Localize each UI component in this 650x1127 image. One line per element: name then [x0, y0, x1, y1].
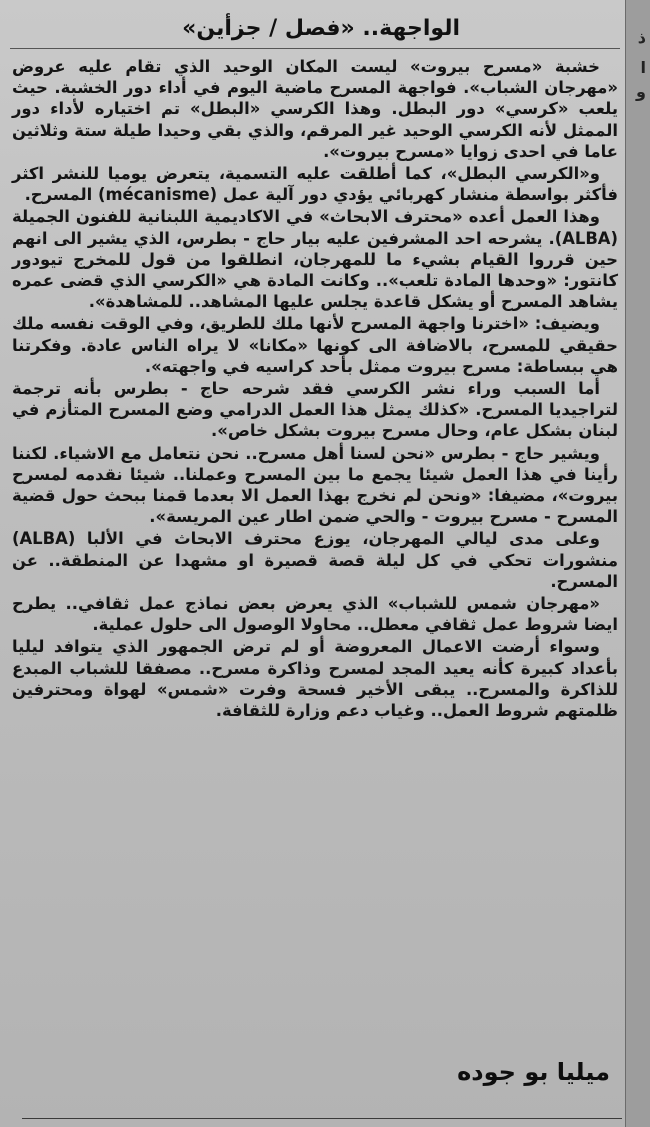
bottom-divider [22, 1118, 622, 1119]
neighbor-column-edge [625, 0, 650, 1127]
neighbor-fragment: و [636, 82, 646, 101]
article-body [12, 56, 618, 722]
article-paragraph: أما السبب وراء نشر الكرسي فقد شرحه حاج - بطرس بأنه ترجمة لتراجيديا المسرح. «كذلك يمثل هذا العمل الدرامي وضع المسرح المتأزم في لبنان بشكل عام، وحال مسرح بيروت بشكل خاص». [12, 379, 618, 441]
neighbor-fragment: ا [640, 58, 646, 77]
article-paragraph: و«الكرسي البطل»، كما أطلقت عليه التسمية، يتعرض يوميا للنشر اكثر فأكثر بواسطة منشار كهربائي يؤدي دور آلية عمل (mécanisme) المسرح. [12, 164, 618, 205]
neighbor-fragment: ذ [637, 28, 646, 47]
article-headline: الواجهة.. «فصل / جزأين» [182, 16, 460, 41]
author-byline: ميليا بو جوده [457, 1058, 610, 1086]
article-paragraph: ويضيف: «اخترنا واجهة المسرح لأنها ملك للطريق، وفي الوقت نفسه ملك حقيقي للمسرح، بالاضافة الى كونها «مكانا» لا يراه الناس عادة. وفكرتنا هي ببساطة: مسرح بيروت ممثل بأحد كراسيه في واجهته». [12, 314, 618, 376]
article-paragraph: ويشير حاج - بطرس «نحن لسنا أهل مسرح.. نحن نتعامل مع الاشياء. لكننا رأينا في هذا العمل شيئا يجمع ما بين المسرح وعملنا.. شيئا نقدمه لمسرح بيروت»، مضيفا: «ونحن لم نخرج بهذا العمل الا بعدما قمنا ببحث حول قضية المسرح - مسرح بيروت - والحي ضمن اطار عين المريسة». [12, 443, 618, 527]
headline-divider [10, 48, 620, 49]
article-paragraph: «مهرجان شمس للشباب» الذي يعرض بعض نماذج عمل ثقافي.. يطرح ايضا شروط عمل ثقافي معطل.. محاولا الوصول الى حلول عملية. [12, 594, 618, 635]
article-paragraph: وسواء أرضت الاعمال المعروضة أو لم ترض الجمهور الذي يتوافد ليليا بأعداد كبيرة كأنه يعيد المجد لمسرح وذاكرة مسرح.. مصفقا للشباب المبدع للذاكرة والمسرح.. يبقى الأخير فسحة وفرت «شمس» لهواة ومحترفين ظلمتهم شروط العمل.. وغياب دعم وزارة للثقافة. [12, 637, 618, 721]
article-paragraph: وعلى مدى ليالي المهرجان، يوزع محترف الابحاث في الألبا (ALBA) منشورات تحكي في كل ليلة قصة قصيرة او مشهدا عن المنطقة.. عن المسرح. [12, 529, 618, 591]
article-paragraph: وهذا العمل أعده «محترف الابحاث» في الاكاديمية اللبنانية للفنون الجميلة (ALBA). يشرحه احد المشرفين عليه بيار حاج - بطرس، الذي يشير الى انهم حين قرروا القيام بشيء ما للمهرجان، انطلقوا من قول للمخرج تيودور كانتور: «وحدها المادة تلعب».. وكانت المادة هي «الكرسي الذي قضى عمره يشاهد المسرح أو يشكل قاعدة يجلس عليها المشاهد.. للمشاهدة». [12, 207, 618, 312]
article-paragraph: خشبة «مسرح بيروت» ليست المكان الوحيد الذي تقام عليه عروض «مهرجان الشباب». فواجهة المسرح ماضية اليوم في أداء دور الخشبة. حيث يلعب «كرسي» دور البطل. وهذا الكرسي «البطل» تم اختياره لأداء دور الممثل لأنه الكرسي الوحيد غير المرقم، والذي بقي وحيدا طيلة ستة وثلاثين عاما في احدى زوايا «مسرح بيروت». [12, 57, 618, 161]
